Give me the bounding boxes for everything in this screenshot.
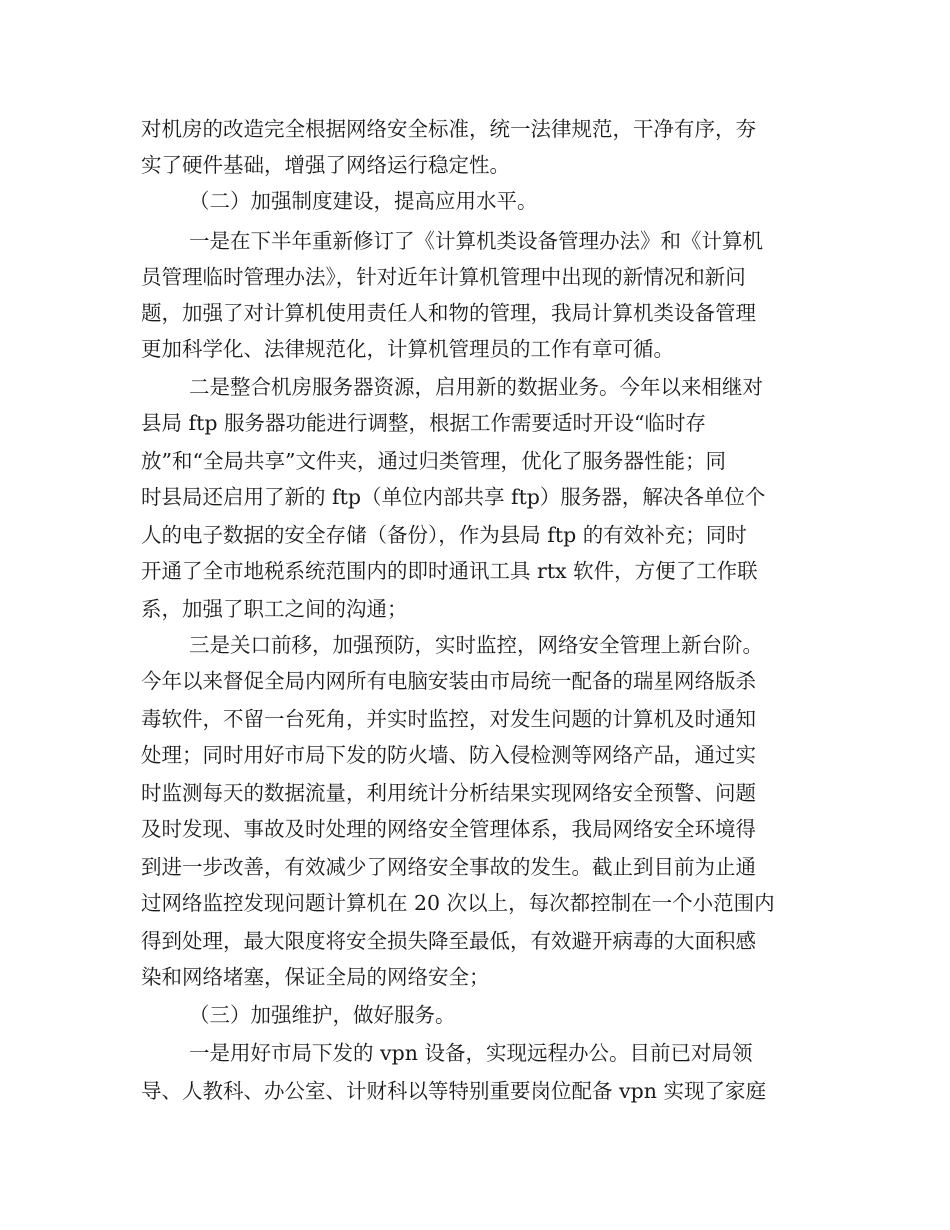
text-line-20: 及时发现、事故及时处理的网络安全管理体系，我局网络安全环境得	[141, 817, 756, 841]
text-line-6: 题，加强了对计算机使用责任人和物的管理，我局计算机类设备管理	[141, 301, 756, 325]
text-line-10: 放”和“全局共享”文件夹，通过归类管理，优化了服务器性能；同	[141, 449, 726, 473]
text-line-9: 县局 ftp 服务器功能进行调整，根据工作需要适时开设“临时存	[141, 411, 706, 435]
text-line-21: 到进一步改善，有效减少了网络安全事故的发生。截止到目前为止通	[141, 855, 756, 879]
text-line-1: 对机房的改造完全根据网络安全标准，统一法律规范，干净有序，夯	[141, 117, 756, 141]
text-line-27: 导、人教科、办公室、计财科以等特别重要岗位配备 vpn 实现了家庭	[141, 1079, 766, 1103]
text-line-15: 三是关口前移，加强预防，实时监控，网络安全管理上新台阶。	[189, 633, 763, 657]
text-line-11: 时县局还启用了新的 ftp（单位内部共享 ftp）服务器，解决各单位个	[141, 485, 766, 509]
text-line-12: 人的电子数据的安全存储（备份），作为县局 ftp 的有效补充；同时	[141, 523, 747, 547]
text-line-16: 今年以来督促全局内网所有电脑安装由市局统一配备的瑞星网络版杀	[141, 669, 756, 693]
text-line-22: 过网络监控发现问题计算机在 20 次以上，每次都控制在一个小范围内	[141, 891, 775, 915]
section-heading-2: （二）加强制度建设，提高应用水平。	[189, 189, 538, 213]
text-line-14: 系，加强了职工之间的沟通；	[141, 597, 408, 621]
text-line-13: 开通了全市地税系统范围内的即时通讯工具 rtx 软件，方便了工作联	[141, 559, 758, 583]
text-line-5: 员管理临时管理办法》，针对近年计算机管理中出现的新情况和新问	[141, 265, 746, 289]
text-line-24: 染和网络堵塞，保证全局的网络安全；	[141, 965, 490, 989]
text-line-4: 一是在下半年重新修订了《计算机类设备管理办法》和《计算机	[189, 229, 763, 253]
text-line-7: 更加科学化、法律规范化，计算机管理员的工作有章可循。	[141, 337, 674, 361]
section-heading-3: （三）加强维护，做好服务。	[189, 1003, 456, 1027]
text-line-23: 得到处理，最大限度将安全损失降至最低，有效避开病毒的大面积感	[141, 929, 756, 953]
text-line-8: 二是整合机房服务器资源，启用新的数据业务。今年以来相继对	[189, 375, 763, 399]
text-line-26: 一是用好市局下发的 vpn 设备，实现远程办公。目前已对局领	[189, 1041, 753, 1065]
text-line-18: 处理；同时用好市局下发的防火墙、防入侵检测等网络产品，通过实	[141, 743, 756, 767]
text-line-2: 实了硬件基础，增强了网络运行稳定性。	[141, 153, 510, 177]
text-line-17: 毒软件，不留一台死角，并实时监控，对发生问题的计算机及时通知	[141, 707, 756, 731]
text-line-19: 时监测每天的数据流量，利用统计分析结果实现网络安全预警、问题	[141, 781, 756, 805]
